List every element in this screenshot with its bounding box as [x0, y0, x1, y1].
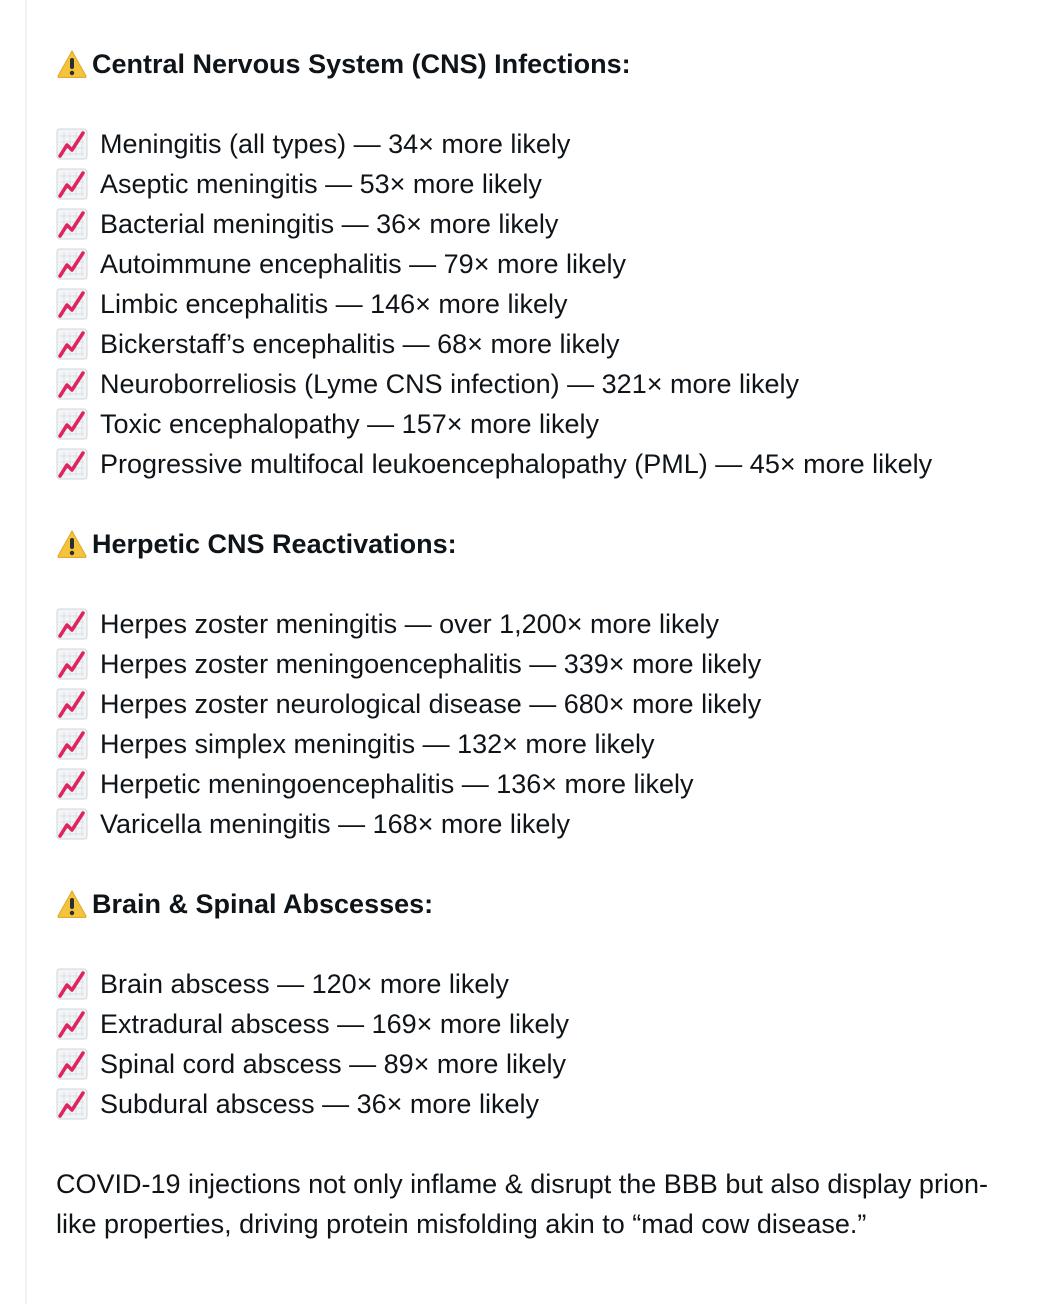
list-item: [56, 204, 1026, 244]
list-item-text: Neuroborreliosis (Lyme CNS infection) — 321× more likely: [100, 369, 800, 399]
list-item-text: Herpes zoster meningoencephalitis — 339× more likely: [100, 649, 762, 679]
list-item-text: Herpes zoster neurological disease — 680× more likely: [100, 689, 762, 719]
warning-icon: [56, 524, 92, 564]
spacer: [56, 84, 1026, 124]
list-item: [56, 764, 1026, 804]
chart-increasing-icon: [56, 724, 100, 764]
spacer: [56, 484, 1026, 524]
section-list: [56, 124, 1026, 484]
list-item-text: Herpetic meningoencephalitis — 136× more likely: [100, 769, 694, 799]
section-heading-text: Brain & Spinal Abscesses:: [92, 889, 434, 919]
list-item: [56, 324, 1026, 364]
list-item-text: Toxic encephalopathy — 157× more likely: [100, 409, 600, 439]
list-item-text: Limbic encephalitis — 146× more likely: [100, 289, 568, 319]
chart-increasing-icon: [56, 244, 100, 284]
list-item-text: Bickerstaff’s encephalitis — 68× more likely: [100, 329, 620, 359]
section-heading: [56, 44, 1026, 84]
section-heading: [56, 524, 1026, 564]
list-item: [56, 604, 1026, 644]
list-item-text: Bacterial meningitis — 36× more likely: [100, 209, 559, 239]
list-item-text: Herpes simplex meningitis — 132× more likely: [100, 729, 655, 759]
section-heading: [56, 884, 1026, 924]
section-list: [56, 964, 1026, 1124]
section-list: [56, 604, 1026, 844]
post-body: [56, 44, 1026, 1244]
list-item: [56, 644, 1026, 684]
warning-icon: [56, 44, 92, 84]
section-heading-text: Herpetic CNS Reactivations:: [92, 529, 457, 559]
thread-connector-line: [25, 0, 27, 1304]
list-item: [56, 964, 1026, 1004]
list-item-text: Herpes zoster meningitis — over 1,200× more likely: [100, 609, 720, 639]
spacer: [56, 564, 1026, 604]
list-item: [56, 804, 1026, 844]
chart-increasing-icon: [56, 164, 100, 204]
chart-increasing-icon: [56, 1084, 100, 1124]
list-item-text: Progressive multifocal leukoencephalopathy (PML) — 45× more likely: [100, 449, 933, 479]
list-item-text: Varicella meningitis — 168× more likely: [100, 809, 570, 839]
chart-increasing-icon: [56, 964, 100, 1004]
chart-increasing-icon: [56, 604, 100, 644]
list-item: [56, 404, 1026, 444]
chart-increasing-icon: [56, 1044, 100, 1084]
list-item: [56, 244, 1026, 284]
list-item-text: Meningitis (all types) — 34× more likely: [100, 129, 571, 159]
list-item: [56, 684, 1026, 724]
chart-increasing-icon: [56, 804, 100, 844]
list-item: [56, 164, 1026, 204]
list-item: [56, 284, 1026, 324]
list-item-text: Spinal cord abscess — 89× more likely: [100, 1049, 566, 1079]
list-item-text: Extradural abscess — 169× more likely: [100, 1009, 569, 1039]
chart-increasing-icon: [56, 204, 100, 244]
chart-increasing-icon: [56, 764, 100, 804]
chart-increasing-icon: [56, 684, 100, 724]
chart-increasing-icon: [56, 404, 100, 444]
list-item: [56, 1084, 1026, 1124]
list-item-text: Autoimmune encephalitis — 79× more likely: [100, 249, 626, 279]
spacer: [56, 1124, 1026, 1164]
list-item: [56, 724, 1026, 764]
section-heading-text: Central Nervous System (CNS) Infections:: [92, 49, 631, 79]
list-item: [56, 1044, 1026, 1084]
chart-increasing-icon: [56, 444, 100, 484]
list-item: [56, 444, 1026, 484]
chart-increasing-icon: [56, 1004, 100, 1044]
list-item-text: Brain abscess — 120× more likely: [100, 969, 509, 999]
chart-increasing-icon: [56, 364, 100, 404]
chart-increasing-icon: [56, 324, 100, 364]
list-item-text: Subdural abscess — 36× more likely: [100, 1089, 539, 1119]
list-item: [56, 364, 1026, 404]
warning-icon: [56, 884, 92, 924]
spacer: [56, 844, 1026, 884]
list-item: [56, 1004, 1026, 1044]
chart-increasing-icon: [56, 284, 100, 324]
list-item-text: Aseptic meningitis — 53× more likely: [100, 169, 542, 199]
chart-increasing-icon: [56, 644, 100, 684]
closing-paragraph: COVID-19 injections not only inflame & disrupt the BBB but also display prion-like properties, driving protein misfolding akin to “mad cow disease.”: [56, 1169, 988, 1239]
list-item: [56, 124, 1026, 164]
chart-increasing-icon: [56, 124, 100, 164]
spacer: [56, 924, 1026, 964]
